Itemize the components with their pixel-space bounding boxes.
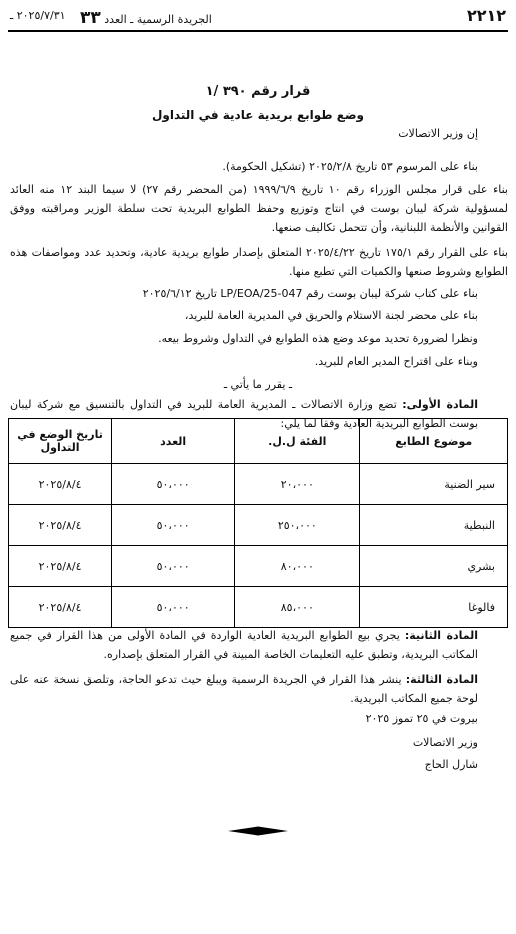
gazette-name: الجريدة الرسمية ـ العدد bbox=[104, 13, 212, 26]
preamble-p6: ونظرا لضرورة تحديد موعد وضع هذه الطوابع في التداول وشروط بيعه. bbox=[158, 332, 478, 345]
col-denomination: الفئة ل.ل. bbox=[235, 419, 360, 464]
preamble-p4: بناء على كتاب شركة ليبان بوست رقم LP/EOA/25-047 تاريخ ٢٠٢٥/٦/١٢ bbox=[142, 287, 478, 300]
cell-quantity: ٥٠،٠٠٠ bbox=[112, 505, 235, 546]
article-2-text: يجري بيع الطوابع البريدية العادية الواردة في المادة الأولى من هذا القرار في جميع المكاتب البريدية، وتطبق عليه التعليمات الخاصة المبينة في القرار المتعلق بإصداره. bbox=[10, 629, 478, 661]
cell-issue-date: ٢٠٢٥/٨/٤ bbox=[9, 546, 112, 587]
article-3-label: المادة الثالثة: bbox=[405, 673, 479, 686]
cell-issue-date: ٢٠٢٥/٨/٤ bbox=[9, 505, 112, 546]
stamps-table bbox=[8, 418, 508, 628]
col-quantity: العدد bbox=[112, 419, 235, 464]
cell-subject: سير الضنية bbox=[360, 464, 508, 505]
preamble-p1: بناء على المرسوم ٥٣ تاريخ ٢٠٢٥/٢/٨ (تشكيل الحكومة). bbox=[222, 160, 478, 173]
cell-subject: فالوغا bbox=[360, 587, 508, 628]
gazette-issue bbox=[80, 8, 212, 28]
cell-issue-date: ٢٠٢٥/٨/٤ bbox=[9, 464, 112, 505]
article-3-text: ينشر هذا القرار في الجريدة الرسمية ويبلغ حيث تدعو الحاجة، وتلصق نسخة عنه على لوحة جميع المكاتب البريدية. bbox=[10, 673, 478, 705]
table-row bbox=[9, 505, 508, 546]
cell-subject: النبطية bbox=[360, 505, 508, 546]
preamble-p7: وبناء على اقتراح المدير العام للبريد. bbox=[314, 355, 478, 368]
issue-date: ٢٠٢٥/٧/٣١ ـ bbox=[10, 9, 66, 22]
header-divider bbox=[8, 30, 508, 32]
col-issue-date: تاريخ الوضع في التداول bbox=[9, 419, 112, 464]
page-header bbox=[8, 6, 508, 28]
col-subject: موضوع الطابع bbox=[360, 419, 508, 464]
article-2 bbox=[10, 626, 478, 664]
cell-issue-date: ٢٠٢٥/٨/٤ bbox=[9, 587, 112, 628]
end-ornament-icon bbox=[228, 826, 288, 836]
page-number: ٢٢١٢ bbox=[466, 6, 506, 25]
preamble-p5: بناء على محضر لجنة الاستلام والحريق في المديرية العامة للبريد، bbox=[184, 309, 478, 322]
article-3 bbox=[10, 670, 478, 708]
table-row bbox=[9, 546, 508, 587]
cell-denomination: ٢٠،٠٠٠ bbox=[235, 464, 360, 505]
signature-place-date: بيروت في ٢٥ تموز ٢٠٢٥ bbox=[365, 712, 478, 725]
signature-role: وزير الاتصالات bbox=[412, 736, 478, 749]
table-row bbox=[9, 587, 508, 628]
cell-quantity: ٥٠،٠٠٠ bbox=[112, 464, 235, 505]
issue-number: ٣٣ bbox=[80, 8, 101, 28]
article-2-label: المادة الثانية: bbox=[404, 629, 478, 642]
cell-quantity: ٥٠،٠٠٠ bbox=[112, 546, 235, 587]
decision-subtitle: وضع طوابع بريدية عادية في التداول bbox=[151, 108, 365, 122]
signature-name: شارل الحاج bbox=[424, 758, 478, 771]
decides-line: ـ يقرر ما يأتي ـ bbox=[223, 378, 293, 391]
table-row bbox=[9, 464, 508, 505]
table-header-row bbox=[9, 419, 508, 464]
minister-line: إن وزير الاتصالات bbox=[398, 127, 478, 140]
cell-denomination: ٢٥٠،٠٠٠ bbox=[235, 505, 360, 546]
cell-denomination: ٨٥،٠٠٠ bbox=[235, 587, 360, 628]
cell-quantity: ٥٠،٠٠٠ bbox=[112, 587, 235, 628]
decision-title: قرار رقم ٣٩٠ /١ bbox=[205, 84, 311, 99]
preamble-p3: بناء على القرار رقم ١٧٥/١ تاريخ ٢٠٢٥/٤/٢٢ المتعلق بإصدار طوابع بريدية عادية، وتحديد عدد ومواصفات هذه الطوابع وشروط صنعها والكميات التي تطبع منها. bbox=[10, 246, 508, 278]
article-1-text: تضع وزارة الاتصالات ـ المديرية العامة للبريد في التداول بالتنسيق مع شركة ليبان بوست الطوابع البريدية العادية وفقا لما يلي: bbox=[10, 398, 478, 430]
preamble-p2: بناء على قرار مجلس الوزراء رقم ١٠ تاريخ ١٩٩٩/٦/٩ (من المحضر رقم ٢٧) لا سيما البند ١٢ منه العائد لمسؤولية شركة ليبان بوست في انتاج وتوزيع وحفظ الطوابع البريدية تحت سلطة الوزير ومراقبته ووفق القوانين والأنظمة اللبنانية، وأن تتحمل تكاليف صنعها. bbox=[10, 183, 508, 234]
cell-denomination: ٨٠،٠٠٠ bbox=[235, 546, 360, 587]
cell-subject: بشري bbox=[360, 546, 508, 587]
article-1-label: المادة الأولى: bbox=[402, 398, 478, 411]
